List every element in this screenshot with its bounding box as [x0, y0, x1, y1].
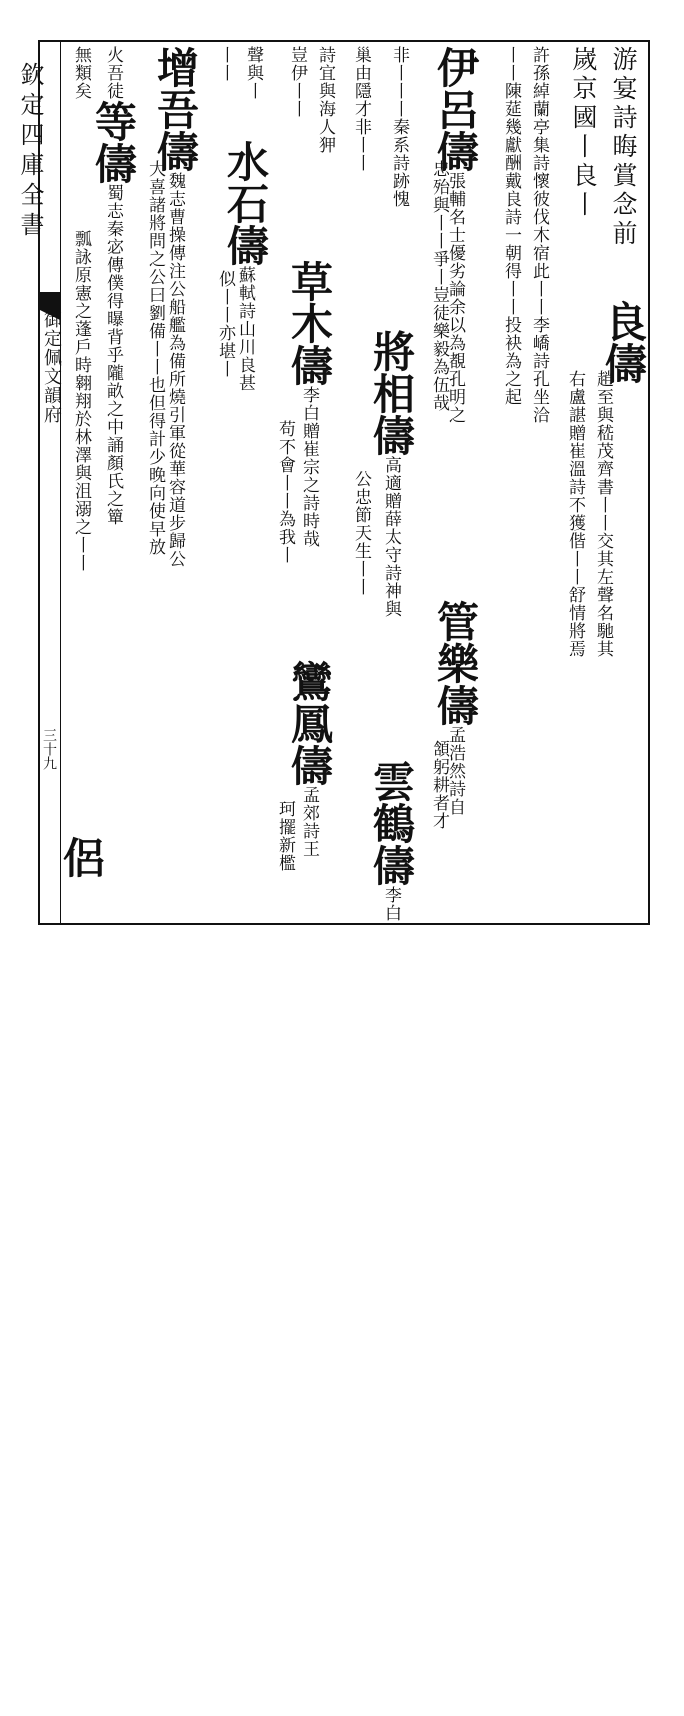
text-column	[208, 270, 242, 1150]
column-text: 游宴詩晦賞念前	[609, 46, 638, 249]
column-text: 聲與丨	[243, 46, 263, 100]
entry-head-shui-shi-chou: 水石儔	[221, 140, 270, 266]
margin-rule	[60, 40, 61, 925]
column-text: 瓢詠原憲之蓬戶時翱翔於林澤與沮溺之丨丨	[71, 230, 91, 572]
column-text: 無類矣	[71, 46, 91, 100]
entry-text: 蘇軾詩山川良甚	[235, 266, 255, 392]
entry-head-liang-chou: 良儔	[599, 300, 648, 384]
entry-text: 張輔名士優劣論余以為覩孔明之	[445, 172, 465, 424]
entry-head-deng-chou: 等儔	[89, 100, 138, 184]
text-column	[422, 740, 456, 1620]
entry-text: 蜀志秦宓傳僕得曝背乎隴畝之中誦顏氏之簞	[103, 184, 123, 526]
book-subtitle: 御定佩文韻府	[41, 310, 62, 424]
column-text: 嵗京國丨良丨	[569, 46, 598, 220]
page-number: 三十九	[41, 728, 57, 770]
entry-text: 孟郊詩王	[299, 786, 319, 858]
entry-head-yun-he-chou: 雲鶴儔	[367, 760, 416, 886]
column-text: 丨丨	[215, 46, 235, 82]
text-column	[367, 760, 416, 1640]
column-text: 大喜諸將問之公曰劉備丨丨也但得計少晚向使早放	[145, 160, 165, 556]
column-text: 火吾徒	[103, 46, 123, 100]
column-text: 頷躬耕者才	[429, 740, 449, 830]
column-text: 非丨丨丨秦系詩跡愧	[389, 46, 409, 208]
text-column	[268, 800, 302, 1680]
text-column	[57, 836, 106, 1716]
entry-text-liang-chou-2: 右盧諶贈崔溫詩不獲偕丨丨舒情將焉	[565, 370, 585, 658]
entry-head-lu: 侶	[57, 836, 106, 878]
column-text: 珂擺新檻	[275, 800, 295, 872]
entry-text: 孟浩然詩自	[445, 726, 465, 816]
fish-tail-mark	[40, 292, 60, 310]
entry-head-guan-le-chou: 管樂儔	[431, 600, 480, 726]
entry-text: 李白	[381, 886, 401, 922]
entry-head-cao-mu-chou: 草木儔	[285, 260, 334, 386]
column-text: 巢由隱才非丨丨	[351, 46, 371, 172]
entry-head-zeng-wu-chou: 增吾儔	[151, 46, 200, 172]
column-text: 詩宜與海人狎	[315, 46, 335, 154]
entry-text-liang-chou: 趙至與嵇茂齊書丨丨交其左聲名馳其	[593, 370, 613, 658]
entry-head-yi-lu-chou: 伊呂儔	[431, 46, 480, 172]
text-column	[344, 470, 378, 1350]
entry-head-jiang-xiang-chou: 將相儔	[367, 330, 416, 456]
column-text: 公忠節天生丨丨	[351, 470, 371, 596]
column-text: 苟不會丨丨為我丨	[275, 420, 295, 564]
entry-text: 李白贈崔宗之詩時哉	[299, 386, 319, 548]
column-text: 許孫綽蘭亭集詩懷彼伐木宿此丨丨李嶠詩孔坐洽	[529, 46, 549, 424]
book-title: 欽定四庫全書	[16, 62, 44, 242]
entry-text: 魏志曹操傳注公船艦為備所燒引軍從華容道步歸公	[165, 172, 185, 568]
text-column	[138, 160, 172, 1040]
column-text: 似丨丨亦堪丨	[215, 270, 235, 378]
column-text: 丨丨陳莚幾獻酬戴良詩一朝得丨丨投袂為之起	[501, 46, 521, 406]
entry-text: 高適贈薛太守詩神與	[381, 456, 401, 618]
column-text: 忠殆與丨丨爭丨豈徒樂毅為伍哉	[429, 160, 449, 412]
entry-head-luan-feng-chou: 鸞鳳儔	[285, 660, 334, 786]
column-text: 豈伊丨丨	[287, 46, 307, 118]
text-column	[494, 46, 528, 926]
text-column	[558, 370, 592, 1250]
text-column	[89, 46, 138, 926]
